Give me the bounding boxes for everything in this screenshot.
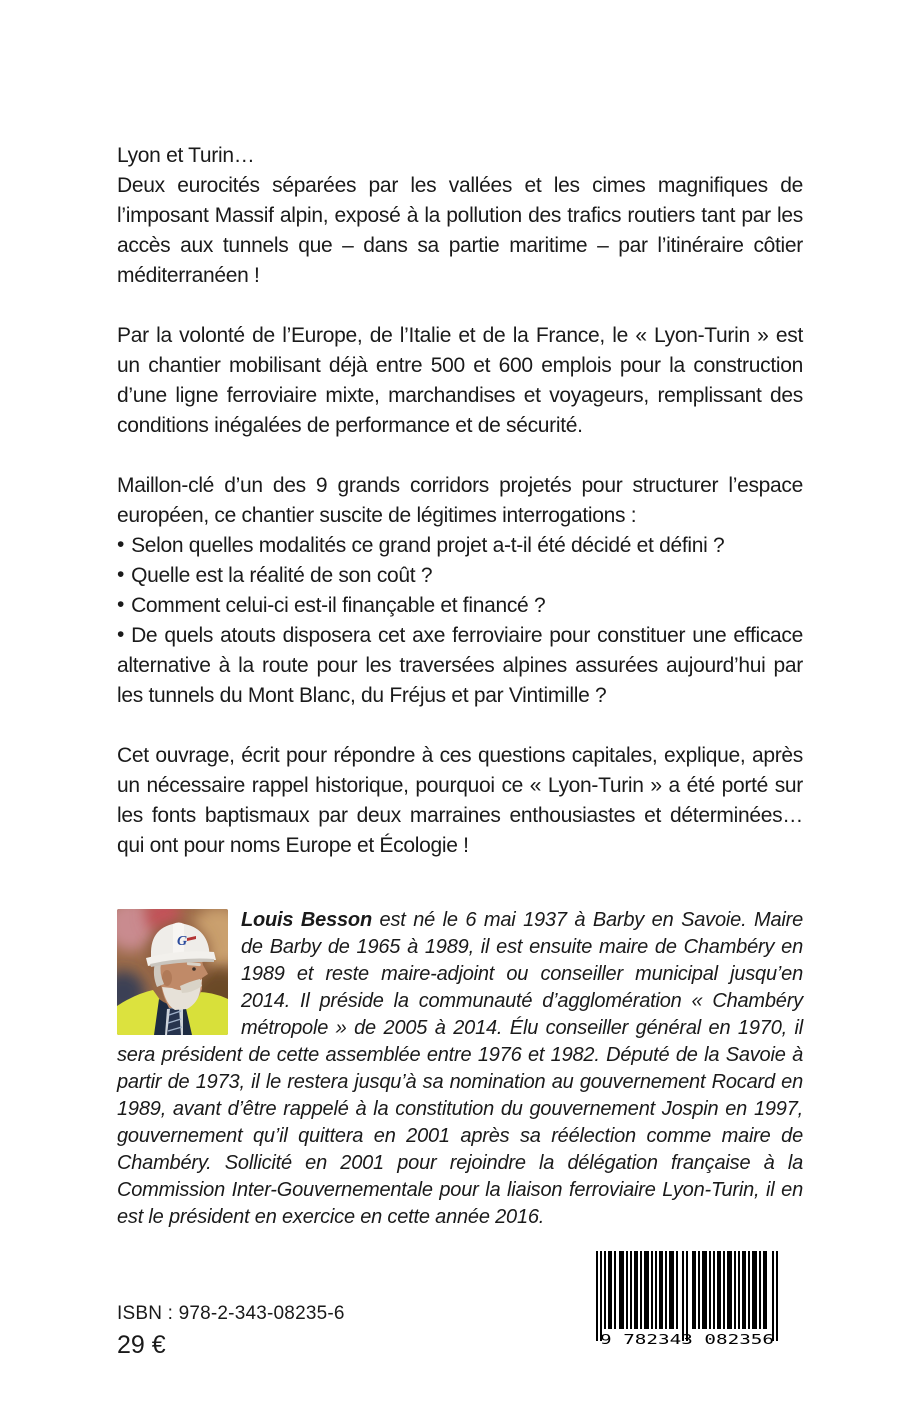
synopsis-paragraph-2: Par la volonté de l’Europe, de l’Italie et de la France, le « Lyon-Turin » est un chantier mobilisant déjà entre 500 et 600 emplois pour la construction d’une ligne ferroviaire mixte, marchandises et voyageurs, remplissant des conditions inégalées de performance et de sécurité.	[117, 324, 803, 437]
bullet-icon: •	[117, 533, 125, 556]
author-bio	[117, 907, 803, 1231]
paragraph-1-text: Deux eurocités séparées par les vallées et les cimes magnifiques de l’imposant Massif alpin, exposé à la pollution des trafics routiers tant par les accès aux tunnels que – dans sa partie maritime – par l’itinéraire côtier méditerranéen !	[117, 174, 803, 287]
synopsis-paragraph-3-intro: Maillon-clé d’un des 9 grands corridors projetés pour structurer l’espace européen, ce chantier suscite de légitimes interrogations :	[117, 474, 803, 527]
bullet-icon: •	[117, 623, 125, 646]
isbn: ISBN : 978-2-343-08235-6	[117, 1303, 345, 1324]
author-bio-body: est né le 6 mai 1937 à Barby en Savoie. Maire de Barby de 1965 à 1989, il est ensuite maire de Chambéry en 1989 et reste maire-adjoint ou conseiller municipal jusqu’en 2014. Il préside la communauté d’agglomération « Chambéry métropole » de 2005 à 2014. Élu conseiller général en 1970, il sera président de cette assemblée entre 1976 et 1982. Député de la Savoie à partir de 1973, il le restera jusqu’à sa nomination au gouvernement Rocard en 1989, avant d’être rappelé à la constitution du gouvernement Jospin en 1997, gouvernement qu’il quittera en 2001 après sa réélection comme maire de Chambéry. Sollicité en 2001 pour rejoindre la délégation française à la Commission Inter-Gouvernementale pour la liaison ferroviaire Lyon-Turin, il en est le président en exercice en cette année 2016.	[117, 909, 804, 1228]
barcode	[596, 1251, 780, 1348]
intro-line: Lyon et Turin…	[117, 144, 255, 167]
barcode-digits: 9 782343 082356	[600, 1332, 774, 1348]
synopsis	[117, 141, 803, 861]
question-bullet-2	[117, 561, 803, 591]
question-bullet-1	[117, 531, 803, 561]
question-bullet-1-text: Selon quelles modalités ce grand projet a-t-il été décidé et défini ?	[131, 534, 725, 557]
synopsis-paragraph-4: Cet ouvrage, écrit pour répondre à ces questions capitales, explique, après un nécessaire rappel historique, pourquoi ce « Lyon-Turin » a été porté sur les fonts baptismaux par deux marraines enthousiastes et déterminées… qui ont pour noms Europe et Écologie !	[117, 744, 803, 857]
svg-text:G: G	[177, 934, 188, 949]
question-bullet-2-text: Quelle est la réalité de son coût ?	[131, 564, 433, 587]
back-cover-text	[117, 141, 803, 1231]
question-bullet-3	[117, 591, 803, 621]
synopsis-paragraph-1	[117, 141, 803, 291]
price: 29 €	[117, 1331, 166, 1359]
author-name: Louis Besson	[241, 909, 372, 931]
question-bullet-3-text: Comment celui-ci est-il finançable et financé ?	[131, 594, 546, 617]
author-photo	[117, 909, 228, 1035]
bullet-icon: •	[117, 593, 125, 616]
bullet-icon: •	[117, 563, 125, 586]
question-bullet-4	[117, 621, 803, 711]
question-bullet-4-text: De quels atouts disposera cet axe ferroviaire pour constituer une efficace alternative à la route pour les traversées alpines assurées aujourd’hui par les tunnels du Mont Blanc, du Fréjus et par Vintimille ?	[117, 624, 803, 707]
